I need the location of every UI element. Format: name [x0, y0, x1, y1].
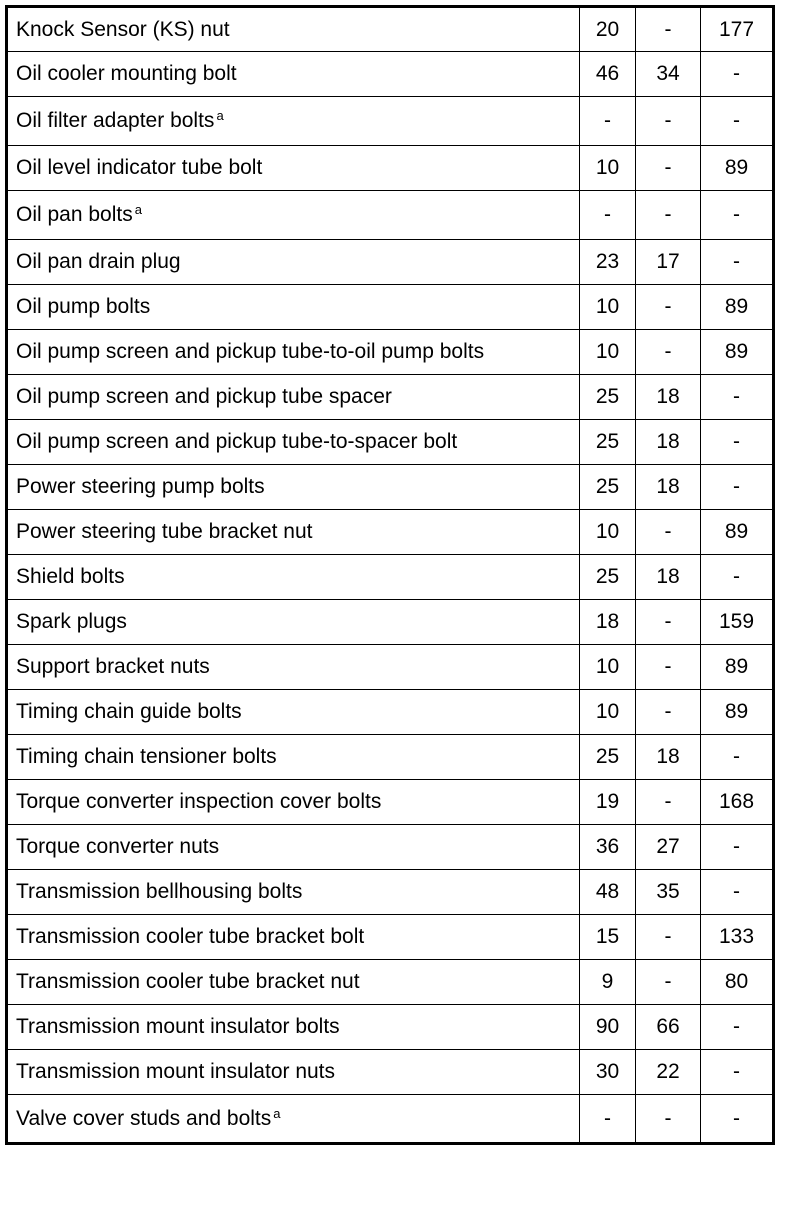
value-col-4-cell: 177 [701, 7, 774, 52]
footnote-marker: a [134, 202, 142, 217]
value-col-2-cell: - [580, 97, 636, 146]
component-name-cell [7, 690, 580, 735]
value-col-2-cell: 23 [580, 240, 636, 285]
value-col-2-cell: 90 [580, 1005, 636, 1050]
table-row [7, 645, 774, 690]
footnote-marker: a [216, 108, 224, 123]
value-col-3-cell: 18 [636, 735, 701, 780]
value-col-4-cell: 89 [701, 285, 774, 330]
component-name: Timing chain guide bolts [16, 700, 242, 723]
value-col-3-cell: 27 [636, 825, 701, 870]
table-row [7, 240, 774, 285]
component-name-cell [7, 645, 580, 690]
table-row [7, 690, 774, 735]
value-col-2-cell: 18 [580, 600, 636, 645]
component-name: Oil pan drain plug [16, 250, 181, 273]
value-col-3-cell: 35 [636, 870, 701, 915]
component-name-cell [7, 52, 580, 97]
value-col-3-cell: 18 [636, 465, 701, 510]
table-row [7, 97, 774, 146]
table-row [7, 191, 774, 240]
component-name-cell [7, 240, 580, 285]
value-col-4-cell: 89 [701, 330, 774, 375]
component-name-cell [7, 735, 580, 780]
value-col-4-cell: - [701, 1050, 774, 1095]
value-col-2-cell: 19 [580, 780, 636, 825]
component-name-cell [7, 7, 580, 52]
value-col-2-cell: 9 [580, 960, 636, 1005]
value-col-4-cell: - [701, 1095, 774, 1144]
value-col-2-cell: 46 [580, 52, 636, 97]
table-row [7, 915, 774, 960]
value-col-4-cell: - [701, 735, 774, 780]
table-row [7, 285, 774, 330]
component-name: Timing chain tensioner bolts [16, 745, 277, 768]
component-name-cell [7, 146, 580, 191]
value-col-3-cell: - [636, 780, 701, 825]
value-col-3-cell: 18 [636, 420, 701, 465]
value-col-2-cell: 10 [580, 146, 636, 191]
component-name-cell [7, 600, 580, 645]
component-name-cell [7, 555, 580, 600]
value-col-2-cell: 36 [580, 825, 636, 870]
component-name: Support bracket nuts [16, 655, 210, 678]
table-row [7, 465, 774, 510]
component-name: Transmission cooler tube bracket bolt [16, 925, 365, 948]
value-col-3-cell: - [636, 510, 701, 555]
component-name: Oil pan bolts [16, 203, 133, 226]
value-col-3-cell: - [636, 960, 701, 1005]
value-col-3-cell: - [636, 191, 701, 240]
value-col-2-cell: 10 [580, 510, 636, 555]
value-col-3-cell: - [636, 7, 701, 52]
component-name: Torque converter inspection cover bolts [16, 790, 382, 813]
component-name: Shield bolts [16, 565, 125, 588]
value-col-3-cell: - [636, 330, 701, 375]
table-row [7, 330, 774, 375]
component-name: Valve cover studs and bolts [16, 1106, 272, 1130]
value-col-3-cell: 18 [636, 375, 701, 420]
component-name-cell [7, 191, 580, 240]
value-col-3-cell: - [636, 915, 701, 960]
value-col-3-cell: - [636, 1095, 701, 1144]
component-name-cell [7, 330, 580, 375]
value-col-4-cell: - [701, 870, 774, 915]
table-row [7, 960, 774, 1005]
component-name: Transmission mount insulator bolts [16, 1015, 340, 1038]
value-col-4-cell: - [701, 240, 774, 285]
component-name: Transmission cooler tube bracket nut [16, 970, 360, 993]
value-col-2-cell: 25 [580, 735, 636, 780]
value-col-4-cell: 159 [701, 600, 774, 645]
component-name-cell [7, 915, 580, 960]
value-col-2-cell: 10 [580, 330, 636, 375]
table-row [7, 1005, 774, 1050]
value-col-2-cell: 10 [580, 690, 636, 735]
value-col-4-cell: 168 [701, 780, 774, 825]
component-name-cell [7, 870, 580, 915]
component-name-cell [7, 1005, 580, 1050]
value-col-2-cell: 25 [580, 420, 636, 465]
value-col-3-cell: 18 [636, 555, 701, 600]
table-row [7, 825, 774, 870]
value-col-4-cell: - [701, 555, 774, 600]
value-col-4-cell: 89 [701, 510, 774, 555]
component-name: Oil filter adapter bolts [16, 109, 215, 132]
value-col-2-cell: 48 [580, 870, 636, 915]
component-name-cell [7, 465, 580, 510]
component-name-cell [7, 1095, 580, 1144]
table-row [7, 510, 774, 555]
footnote-marker: a [273, 1105, 281, 1121]
value-col-4-cell: - [701, 97, 774, 146]
component-name: Oil pump screen and pickup tube spacer [16, 385, 392, 408]
value-col-3-cell: - [636, 285, 701, 330]
component-name: Oil pump screen and pickup tube-to-oil pump bolts [16, 340, 485, 363]
value-col-3-cell: - [636, 146, 701, 191]
component-name-cell [7, 510, 580, 555]
table-row [7, 1050, 774, 1095]
component-name: Oil pump bolts [16, 295, 151, 318]
value-col-4-cell: 89 [701, 690, 774, 735]
value-col-3-cell: - [636, 690, 701, 735]
table-row [7, 1095, 774, 1144]
component-name: Oil cooler mounting bolt [16, 62, 237, 85]
table-row [7, 52, 774, 97]
component-name-cell [7, 960, 580, 1005]
value-col-4-cell: - [701, 420, 774, 465]
value-col-4-cell: 80 [701, 960, 774, 1005]
value-col-4-cell: - [701, 825, 774, 870]
component-name-cell [7, 97, 580, 146]
table-row [7, 600, 774, 645]
value-col-4-cell: - [701, 52, 774, 97]
value-col-2-cell: 20 [580, 7, 636, 52]
component-name: Transmission mount insulator nuts [16, 1060, 336, 1083]
value-col-3-cell: 17 [636, 240, 701, 285]
component-name-cell [7, 825, 580, 870]
component-name-cell [7, 780, 580, 825]
value-col-2-cell: 25 [580, 375, 636, 420]
value-col-3-cell: - [636, 645, 701, 690]
table-row [7, 870, 774, 915]
value-col-2-cell: - [580, 191, 636, 240]
value-col-2-cell: 10 [580, 285, 636, 330]
table-row [7, 555, 774, 600]
component-name-cell [7, 375, 580, 420]
value-col-3-cell: 66 [636, 1005, 701, 1050]
component-name: Knock Sensor (KS) nut [16, 17, 230, 41]
table-row [7, 7, 774, 52]
value-col-4-cell: - [701, 1005, 774, 1050]
value-col-4-cell: - [701, 375, 774, 420]
component-name-cell [7, 420, 580, 465]
value-col-2-cell: 30 [580, 1050, 636, 1095]
component-name: Spark plugs [16, 610, 127, 633]
value-col-2-cell: - [580, 1095, 636, 1144]
value-col-3-cell: 22 [636, 1050, 701, 1095]
value-col-2-cell: 25 [580, 555, 636, 600]
table-row [7, 420, 774, 465]
value-col-4-cell: 89 [701, 146, 774, 191]
torque-specification-table [5, 5, 775, 1145]
value-col-3-cell: - [636, 97, 701, 146]
component-name: Oil pump screen and pickup tube-to-spacer bolt [16, 430, 458, 453]
table-row [7, 146, 774, 191]
component-name-cell [7, 1050, 580, 1095]
table-row [7, 780, 774, 825]
value-col-2-cell: 25 [580, 465, 636, 510]
component-name: Torque converter nuts [16, 835, 220, 858]
value-col-2-cell: 10 [580, 645, 636, 690]
value-col-4-cell: - [701, 465, 774, 510]
component-name: Power steering pump bolts [16, 475, 265, 498]
component-name-cell [7, 285, 580, 330]
value-col-4-cell: 133 [701, 915, 774, 960]
component-name: Power steering tube bracket nut [16, 520, 313, 543]
value-col-4-cell: - [701, 191, 774, 240]
value-col-3-cell: - [636, 600, 701, 645]
table-row [7, 735, 774, 780]
table-row [7, 375, 774, 420]
value-col-3-cell: 34 [636, 52, 701, 97]
value-col-2-cell: 15 [580, 915, 636, 960]
component-name: Oil level indicator tube bolt [16, 156, 263, 179]
value-col-4-cell: 89 [701, 645, 774, 690]
component-name: Transmission bellhousing bolts [16, 880, 303, 903]
table-body [7, 7, 774, 1144]
